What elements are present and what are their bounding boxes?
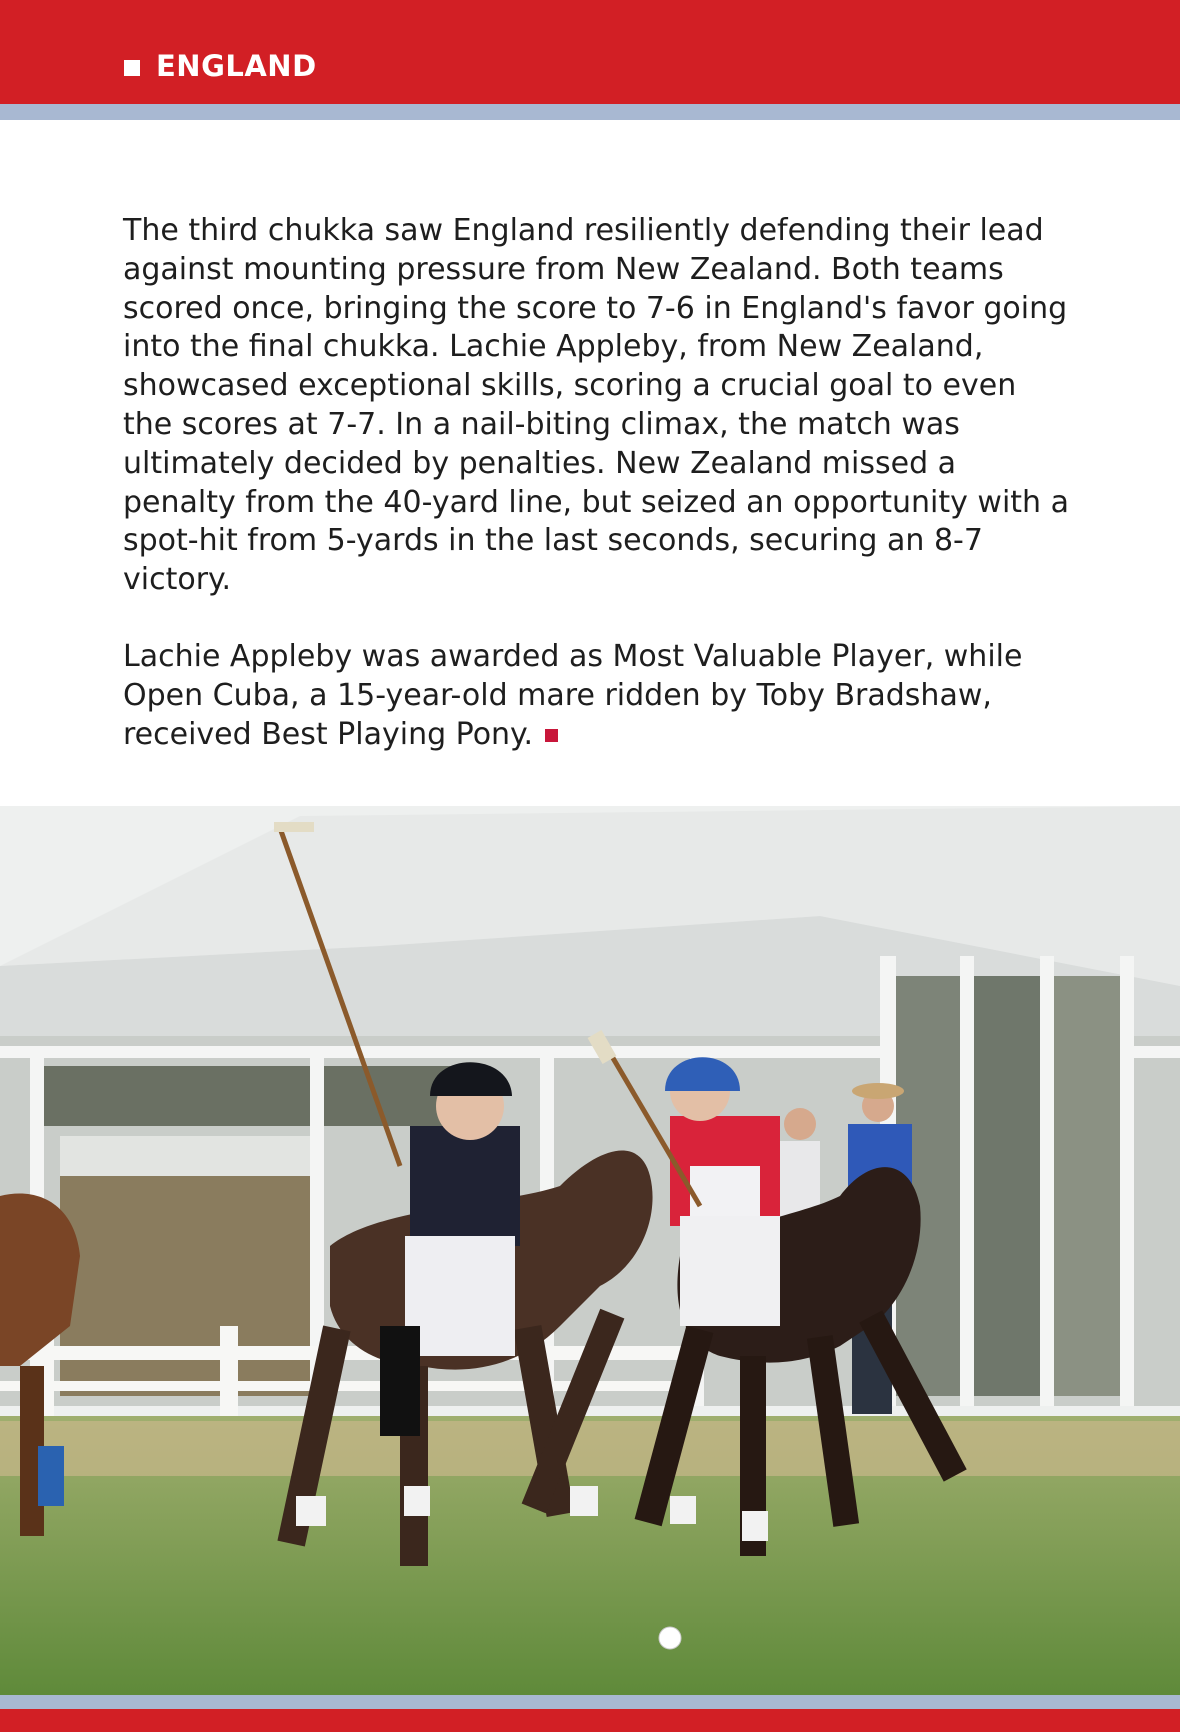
polo-match-photo (0, 806, 1180, 1695)
end-of-article-icon (545, 729, 558, 742)
section-title: ENGLAND (156, 49, 317, 83)
header-stripe (0, 104, 1180, 120)
article-paragraph-text: Lachie Appleby was awarded as Most Valuable Player, while Open Cuba, a 15-year-old mare ridden by Toby Bradshaw, received Best Playing Pony. (123, 638, 1023, 752)
polo-photo-illustration (0, 806, 1180, 1695)
article-paragraph (123, 638, 1073, 754)
article-body (123, 212, 1073, 754)
polo-ball (659, 1627, 681, 1649)
footer-bar (0, 1709, 1180, 1732)
article-paragraph: The third chukka saw England resiliently defending their lead against mounting pressure from New Zealand. Both teams scored once, bringing the score to 7-6 in England's favor going into the final chukka. Lachie Appleby, from New Zealand, showcased exceptional skills, scoring a crucial goal to even the scores at 7-7. In a nail-biting climax, the match was ultimately decided by penalties. New Zealand missed a penalty from the 40-yard line, but seized an opportunity with a spot-hit from 5-yards in the last seconds, securing an 8-7 victory. (123, 213, 1069, 598)
section-marker-icon (124, 60, 140, 76)
footer-stripe (0, 1695, 1180, 1709)
